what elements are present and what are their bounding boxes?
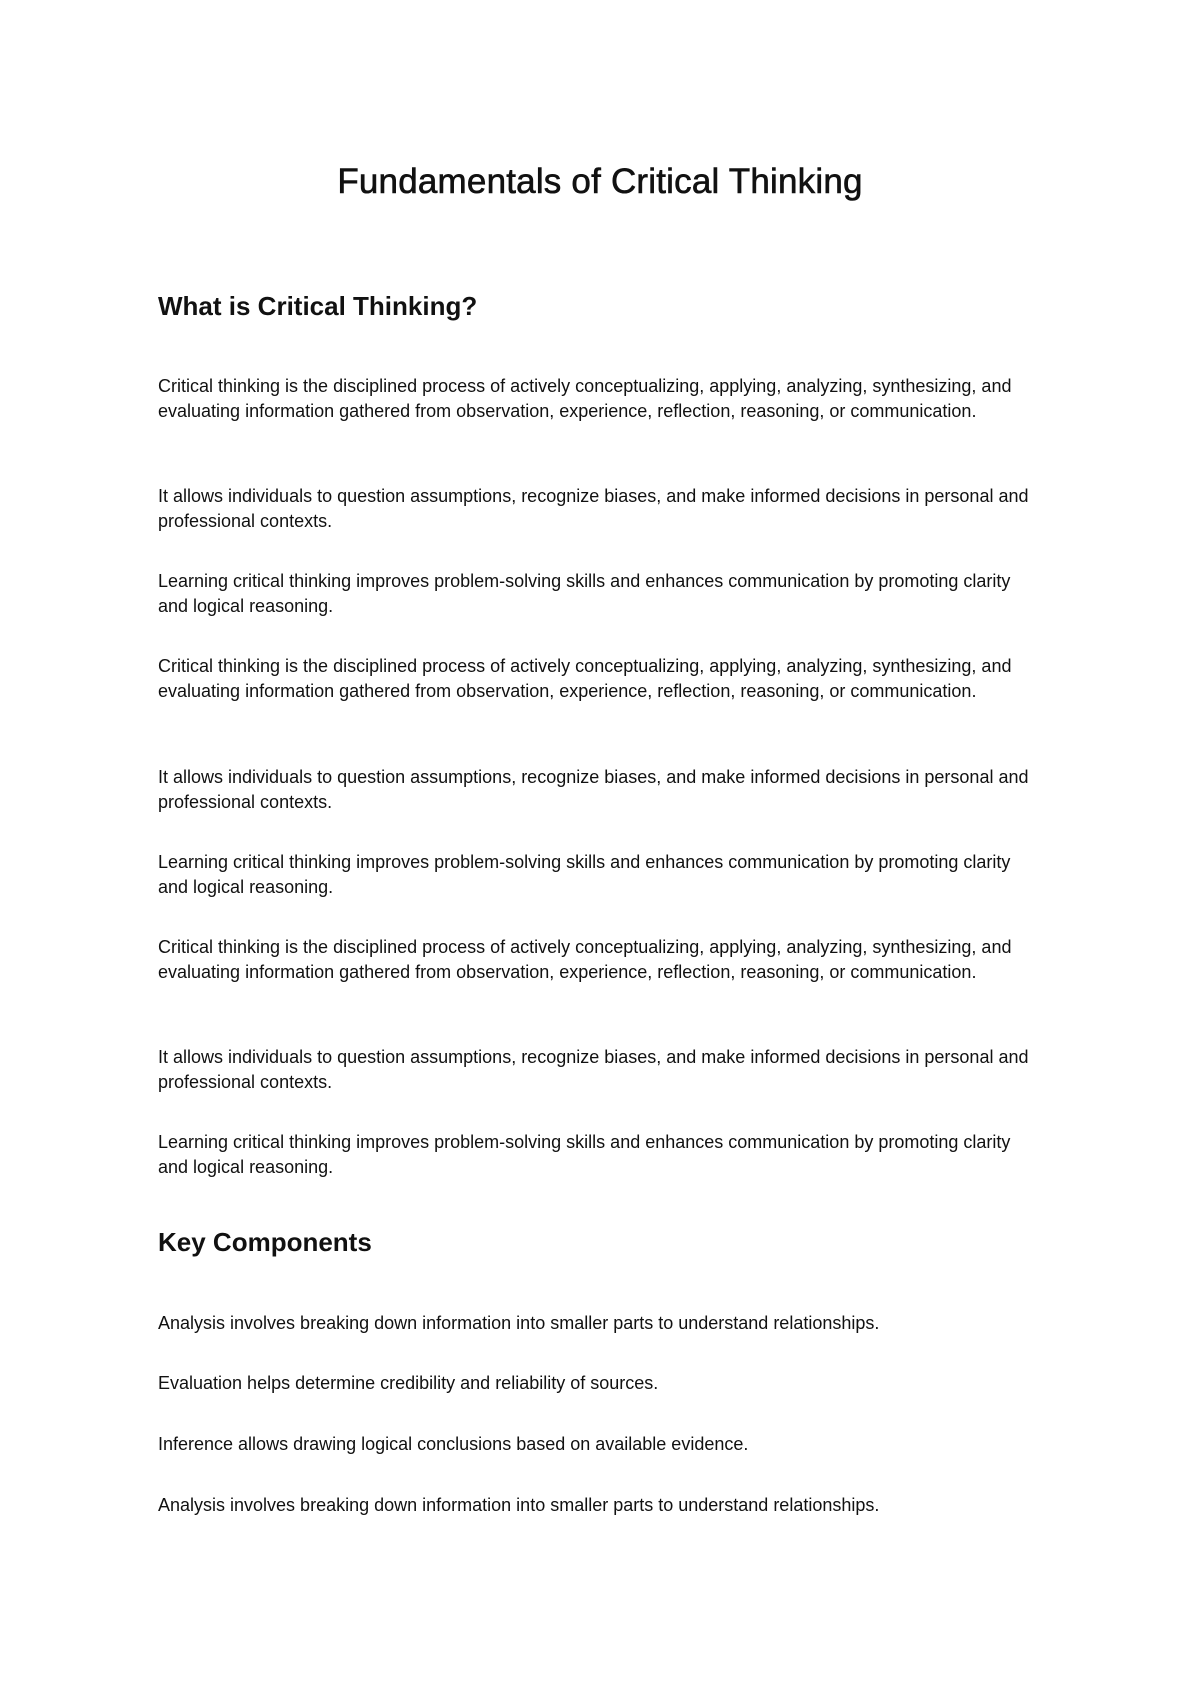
- paragraph: Critical thinking is the disciplined process of actively conceptualizing, applying, analyzing, synthesizing, and evaluating information gathered from observation, experience, reflection, reasoning, or communication.: [158, 656, 1012, 701]
- paragraph: Analysis involves breaking down information into smaller parts to understand relationships.: [158, 1495, 880, 1515]
- paragraph: Learning critical thinking improves problem-solving skills and enhances communication by promoting clarity and logical reasoning.: [158, 1132, 1011, 1177]
- paragraph: Critical thinking is the disciplined process of actively conceptualizing, applying, analyzing, synthesizing, and evaluating information gathered from observation, experience, reflection, reasoning, or communication.: [158, 937, 1012, 982]
- paragraph: It allows individuals to question assumptions, recognize biases, and make informed decisions in personal and professional contexts.: [158, 1047, 1029, 1092]
- paragraph: Learning critical thinking improves problem-solving skills and enhances communication by promoting clarity and logical reasoning.: [158, 852, 1011, 897]
- paragraph: Evaluation helps determine credibility and reliability of sources.: [158, 1373, 659, 1393]
- paragraph: Learning critical thinking improves problem-solving skills and enhances communication by promoting clarity and logical reasoning.: [158, 571, 1011, 616]
- paragraph: It allows individuals to question assumptions, recognize biases, and make informed decisions in personal and professional contexts.: [158, 486, 1029, 531]
- paragraph: It allows individuals to question assumptions, recognize biases, and make informed decisions in personal and professional contexts.: [158, 767, 1029, 812]
- document-title: Fundamentals of Critical Thinking: [337, 162, 863, 201]
- paragraph: Analysis involves breaking down information into smaller parts to understand relationships.: [158, 1313, 880, 1333]
- paragraph: Critical thinking is the disciplined process of actively conceptualizing, applying, analyzing, synthesizing, and evaluating information gathered from observation, experience, reflection, reasoning, or communication.: [158, 376, 1012, 421]
- paragraph: Inference allows drawing logical conclusions based on available evidence.: [158, 1434, 749, 1454]
- section-heading-what-is-critical-thinking: What is Critical Thinking?: [158, 291, 478, 321]
- section-heading-key-components: Key Components: [158, 1227, 372, 1257]
